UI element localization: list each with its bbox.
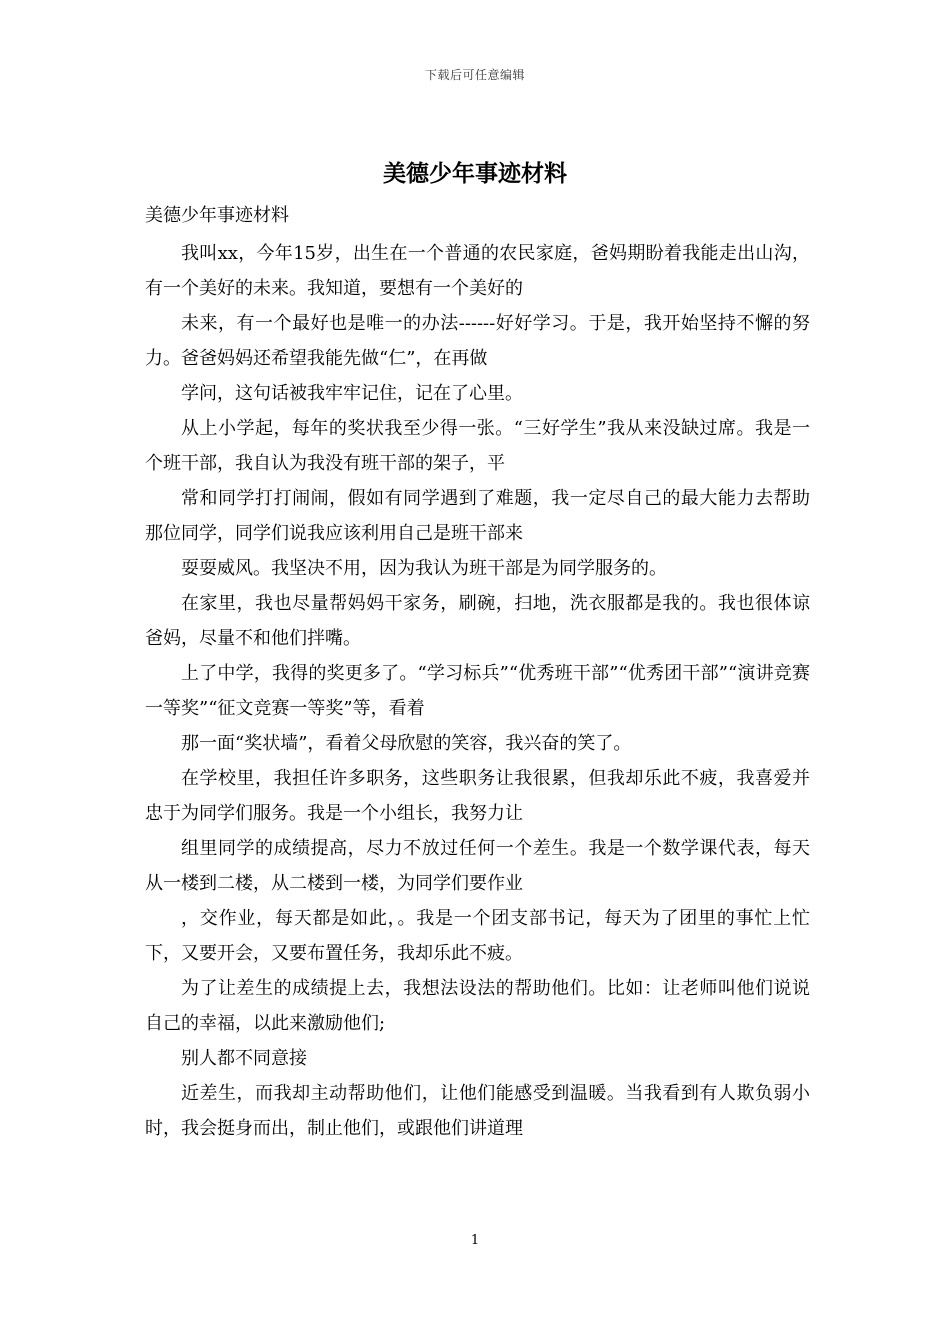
- page-number: 1: [470, 1233, 480, 1248]
- paragraph: 近差生，而我却主动帮助他们，让他们能感受到温暖。当我看到有人欺负弱小时，我会挺身而出，制止他们，或跟他们讲道理: [145, 1083, 810, 1139]
- document-subtitle: 美德少年事迹材料: [145, 205, 289, 226]
- paragraph: 在学校里，我担任许多职务，这些职务让我很累，但我却乐此不疲，我喜爱并忠于为同学们服务。我是一个小组长，我努力让: [145, 768, 810, 824]
- paragraph: 我叫xx，今年15岁，出生在一个普通的农民家庭，爸妈期盼着我能走出山沟，有一个美好的未来。我知道，要想有一个美好的: [145, 243, 810, 299]
- paragraph: 从上小学起，每年的奖状我至少得一张。“三好学生”我从来没缺过席。我是一个班干部，我自认为我没有班干部的架子，平: [145, 418, 810, 474]
- paragraph: 常和同学打打闹闹，假如有同学遇到了难题，我一定尽自己的最大能力去帮助那位同学，同学们说我应该利用自己是班干部来: [145, 488, 810, 544]
- header-note: 下载后可任意编辑: [424, 68, 525, 82]
- paragraph: 未来，有一个最好也是唯一的办法------好好学习。于是，我开始坚持不懈的努力。爸爸妈妈还希望我能先做“仁”，在再做: [145, 313, 810, 369]
- paragraph: 为了让差生的成绩提上去，我想法设法的帮助他们。比如：让老师叫他们说说自己的幸福，以此来激励他们;: [145, 978, 810, 1034]
- document-body: [145, 236, 810, 1146]
- document-title: 美德少年事迹材料: [383, 160, 567, 187]
- paragraph: 那一面“奖状墙”，看着父母欣慰的笑容，我兴奋的笑了。: [181, 733, 632, 754]
- paragraph: 别人都不同意接: [181, 1048, 307, 1069]
- paragraph: 学问，这句话被我牢牢记住，记在了心里。: [181, 383, 523, 404]
- paragraph: ，交作业，每天都是如此，。我是一个团支部书记，每天为了团里的事忙上忙下，又要开会，又要布置任务，我却乐此不疲。: [145, 908, 810, 964]
- paragraph: 在家里，我也尽量帮妈妈干家务，刷碗，扫地，洗衣服都是我的。我也很体谅爸妈，尽量不和他们拌嘴。: [145, 593, 810, 649]
- paragraph: 组里同学的成绩提高，尽力不放过任何一个差生。我是一个数学课代表，每天从一楼到二楼，从二楼到一楼，为同学们要作业: [145, 838, 810, 894]
- paragraph: 上了中学，我得的奖更多了。“学习标兵”“优秀班干部”“优秀团干部”“演讲竞赛一等奖”“征文竞赛一等奖”等，看着: [145, 663, 810, 719]
- paragraph: 耍耍威风。我坚决不用，因为我认为班干部是为同学服务的。: [181, 558, 667, 579]
